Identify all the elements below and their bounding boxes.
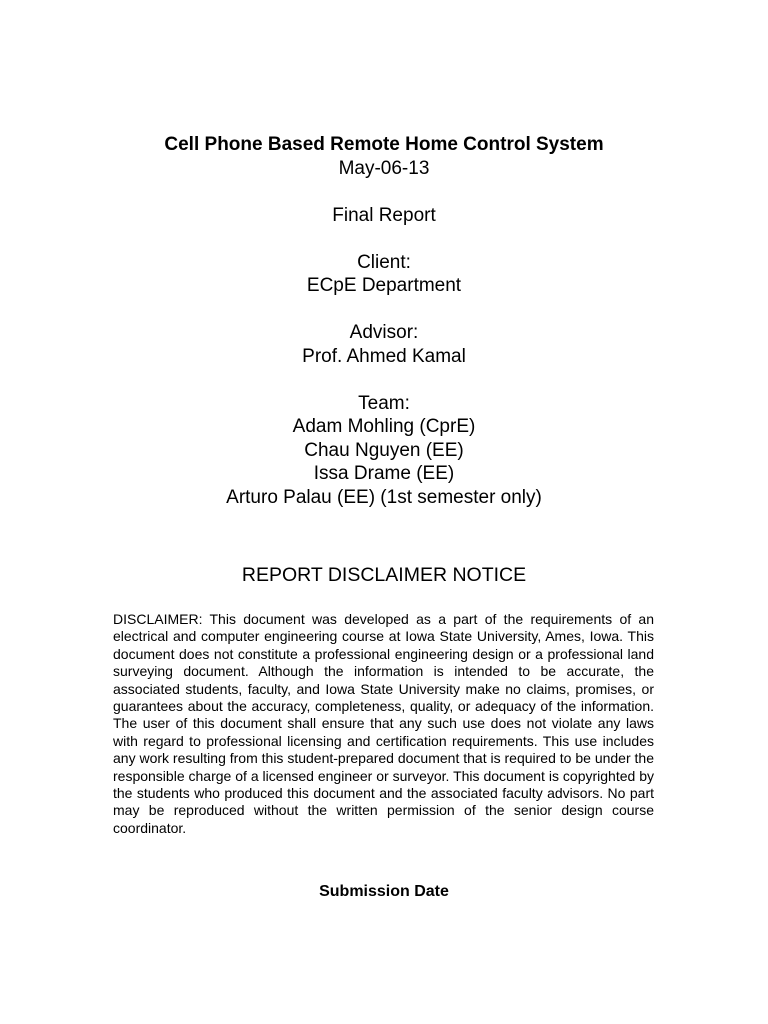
report-type: Final Report	[332, 204, 436, 226]
advisor-label: Advisor:	[349, 322, 419, 343]
client-label: Client:	[357, 251, 411, 273]
spacer	[0, 298, 768, 322]
cover-info	[0, 133, 768, 509]
team-member: Adam Mohling (CprE)	[292, 416, 476, 437]
disclaimer-body: DISCLAIMER: This document was developed as a part of the requirements of an electrical and computer engineering course at Iowa State University, Ames, Iowa. This document does not constitute a professional engineering design or a professional land surveying document. Although the information is intended to be accurate, the associated students, faculty, and Iowa State University make no claims, promises, or guarantees about the accuracy, completeness, quality, or adequacy of the information. The user of this document shall ensure that any such use does not violate any laws with regard to professional licensing and certification requirements. This use includes any work resulting from this student-prepared document that is required to be under the responsible charge of a licensed engineer or surveyor. This document is copyrighted by the students who produced this document and the associated faculty advisors. No part may be reproduced without the written permission of the senior design course coordinator.	[113, 611, 654, 836]
advisor-name: Prof. Ahmed Kamal	[302, 345, 466, 367]
team-member: Issa Drame (EE)	[313, 463, 455, 484]
submission-date-label: Submission Date	[319, 883, 449, 900]
team-label: Team:	[358, 392, 410, 414]
report-title: Cell Phone Based Remote Home Control System	[164, 134, 604, 155]
spacer	[0, 368, 768, 392]
team-member: Chau Nguyen (EE)	[304, 439, 464, 461]
project-id: May-06-13	[338, 157, 430, 179]
spacer	[0, 227, 768, 251]
client-name: ECpE Department	[306, 275, 462, 296]
disclaimer-heading: REPORT DISCLAIMER NOTICE	[241, 564, 527, 586]
team-member: Arturo Palau (EE) (1st semester only)	[226, 486, 542, 508]
spacer	[0, 180, 768, 204]
